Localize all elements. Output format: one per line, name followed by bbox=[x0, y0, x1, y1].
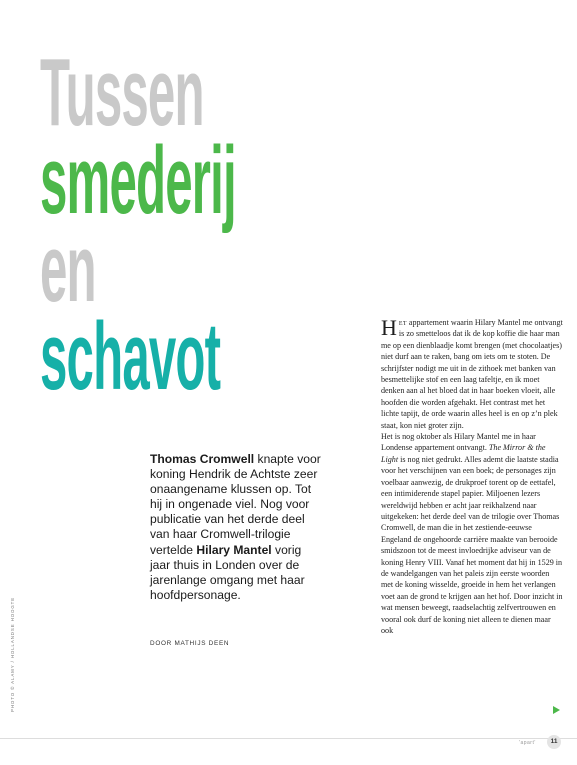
title-word-tussen: Tussen bbox=[40, 38, 204, 146]
body-paragraph-1 bbox=[381, 317, 563, 431]
body-text-2b: is nog niet gedrukt. Alles ademt die laatste stadia voor het verschijnen van een boek; de personages zijn voelbaar aanwezig, de drukproef torent op de eettafel, een intimiderende stapel papier. Miljoenen lezers wereldwijd hebben er acht jaar reikhalzend naar uitgekeken: het derde deel van de trilogie over Thomas Cromwell, de man die in het zestiende-eeuwse Engeland de ongehoorde carrière maakte van berooide smidszoon tot de meest invloedrijke adviseur van de koning Henry VIII. Vanaf het moment dat hij in 1529 in de wandelgangen van het paleis zijn eerste woorden met de koning wisselde, groeide in hem het verlangen voet aan de grond te krijgen aan het hof. Door inzicht in wat mensen beweegt, raadselachtig zelfvertrouwen en vooral ook durf de koning niet alleen te dienen maar ook bbox=[381, 454, 563, 635]
lead-name-mantel: Hilary Mantel bbox=[196, 542, 272, 557]
article-body bbox=[381, 317, 563, 636]
photo-credit: PHOTO © ALAMY / HOLLANDSE HOOGTE bbox=[10, 596, 15, 712]
title-word-smederij: smederij bbox=[40, 126, 236, 234]
page-number: 11 bbox=[547, 735, 561, 749]
triangle-right-icon bbox=[553, 706, 560, 714]
body-text-2a: Het is nog oktober als Hilary Mantel me in haar Londense appartement ontvangt. bbox=[381, 432, 536, 453]
lead-name-cromwell: Thomas Cromwell bbox=[150, 452, 255, 466]
body-smallcaps-opening: et bbox=[398, 318, 407, 327]
title-word-schavot: schavot bbox=[40, 302, 221, 410]
drop-cap: H bbox=[381, 315, 397, 340]
body-paragraph-2 bbox=[381, 431, 563, 636]
byline: DOOR MATHIJS DEEN bbox=[150, 640, 230, 647]
magazine-name: 'apart' bbox=[519, 740, 536, 746]
footer-divider bbox=[0, 738, 577, 739]
lead-text-1: knapte voor koning Hendrik de Achtste zeer onaangename klussen op. Tot hij in ongenade viel. Nog voor publicatie van het derde deel van haar Cromwell-trilogie vertelde bbox=[150, 452, 321, 557]
title-word-en: en bbox=[40, 214, 96, 322]
lead-paragraph bbox=[150, 452, 322, 603]
lead-text-2: vorig jaar thuis in Londen over de jarenlange omgang met haar hoofdpersonage. bbox=[150, 542, 305, 602]
book-title: The Mirror & the Light bbox=[381, 443, 546, 464]
body-text-1: appartement waarin Hilary Mantel me ontvangt is zo smetteloos dat ik de kop koffie die haar man me op een dienblaadje komt brengen (met chocolaatjes) niet durf aan te raken, bang om iets om te stoten. De schrijfster nodigt me uit in de zithoek met banken van besmettelijke stof en een laag tafeltje, en ik moet denken aan al het bloed dat in haar boeken vloeit, alle hoofden die worden afgehakt. Het contrast met het lichte tapijt, de orde waarin alles heel is en op z’n plek staat, kon niet groter zijn. bbox=[381, 318, 563, 430]
